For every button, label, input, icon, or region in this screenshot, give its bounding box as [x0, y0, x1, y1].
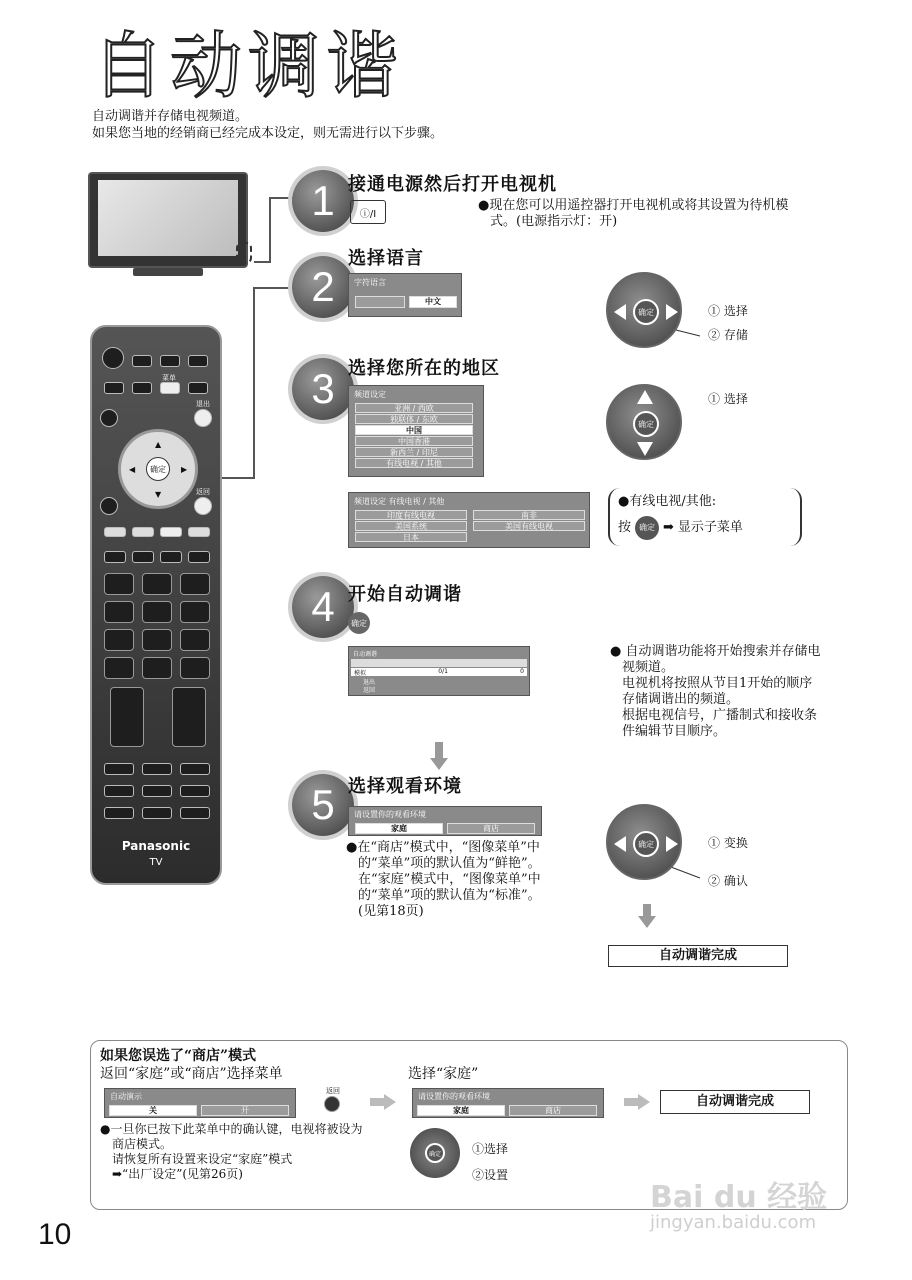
dpad-step-2[interactable]	[606, 272, 682, 348]
watermark: Bai du 经验	[650, 1180, 828, 1215]
shop-mode-note: ●一旦你已按下此菜单中的确认键，电视将被设为 商店模式。 请恢复所有设置来设定“家庭”模式 ➡“出厂设定”(见第26页)	[100, 1122, 363, 1181]
step-3-heading: 选择您所在的地区	[348, 358, 500, 379]
remote-button[interactable]	[132, 382, 152, 394]
step-2-ann-2: ② 存储	[708, 328, 748, 342]
step-4-note: ● 自动调谐功能将开始搜索并存储电 视频道。 电视机将按照从节目1开始的顺序 存储调谐出的频道。 根据电视信号，广播制式和接收条 件编辑节目顺序。	[610, 644, 821, 739]
cable-option[interactable]: 南非	[473, 510, 585, 520]
shop-mode-sub1: 返回“家庭”或“商店”选择菜单	[100, 1066, 283, 1082]
number-button[interactable]	[142, 657, 172, 679]
shop-option[interactable]: 商店	[447, 823, 535, 834]
step-2-ann-1: ① 选择	[708, 304, 748, 318]
left-icon: ◀	[129, 465, 136, 474]
step-4-heading: 开始自动调谐	[348, 584, 462, 605]
watermark-url: jingyan.baidu.com	[650, 1212, 817, 1233]
right-arrow-icon	[624, 1094, 652, 1110]
back-label: 返回	[196, 488, 210, 496]
remote-button[interactable]	[104, 382, 124, 394]
ok-icon: 确定	[348, 612, 370, 634]
remote-button[interactable]	[132, 551, 154, 563]
dpad[interactable]	[118, 429, 198, 509]
demo-off-option[interactable]: 关	[109, 1105, 197, 1116]
model-label: TV	[149, 857, 163, 868]
number-button[interactable]	[180, 657, 210, 679]
channel-rocker[interactable]	[172, 687, 206, 747]
remote-button[interactable]	[160, 355, 180, 367]
back-button[interactable]	[194, 497, 212, 515]
menu-label: 菜单	[162, 374, 176, 382]
menu-button[interactable]	[160, 382, 180, 394]
exit-button[interactable]	[194, 409, 212, 427]
cable-option[interactable]: 日本	[355, 532, 467, 542]
back-label: 返回	[326, 1087, 340, 1095]
number-button[interactable]	[104, 601, 134, 623]
remote-button[interactable]	[132, 355, 152, 367]
back-icon	[324, 1096, 340, 1112]
page-title: 自动调谐	[92, 24, 405, 108]
left-arrow-icon	[614, 304, 626, 320]
number-button[interactable]	[180, 573, 210, 595]
remote-button[interactable]	[100, 497, 118, 515]
number-button[interactable]	[104, 657, 134, 679]
shop-mode-title: 如果您误选了“商店”模式	[100, 1048, 257, 1064]
region-option[interactable]: 中国香港	[355, 436, 473, 446]
ok-button[interactable]: 确定	[633, 831, 659, 857]
remote-button[interactable]	[180, 785, 210, 797]
remote-button[interactable]	[180, 763, 210, 775]
bottom-ann-2: ②设置	[472, 1168, 509, 1182]
down-arrow-icon	[638, 904, 656, 930]
viewing-env-menu: 请设置你的观看环境 家庭 商店	[348, 806, 542, 836]
exit-label: 退出	[196, 400, 210, 408]
region-option-selected[interactable]: 中国	[355, 425, 473, 435]
remote-button[interactable]	[188, 382, 208, 394]
number-button[interactable]	[142, 573, 172, 595]
arrow-right-icon: ➡	[663, 520, 674, 535]
right-arrow-icon	[370, 1094, 398, 1110]
region-menu: 频道设定 亚洲 / 西欧 独联体 / 东欧 中国 中国香港 新西兰 / 印尼 有线电视 / 其他	[348, 385, 484, 477]
remote-button[interactable]	[188, 551, 210, 563]
down-arrow-icon	[637, 442, 653, 456]
step-3-badge: 3	[292, 358, 354, 420]
step-5-note: ●在“商店”模式中，“图像菜单”中 的“菜单”项的默认值为“鲜艳”。 在“家庭”模式中，“图像菜单”中 的“菜单”项的默认值为“标准”。 (见第18页)	[346, 840, 541, 919]
volume-rocker[interactable]	[110, 687, 144, 747]
bottom-ann-1: ①选择	[472, 1142, 509, 1156]
brand-logo: Panasonic	[121, 839, 191, 853]
shop-mode-sub2: 选择“家庭”	[408, 1066, 479, 1082]
home-option[interactable]: 家庭	[355, 823, 443, 834]
power-key: ⓘ/I	[350, 200, 386, 224]
number-button[interactable]	[142, 601, 172, 623]
dpad-step-3[interactable]	[606, 384, 682, 460]
home-option[interactable]: 家庭	[417, 1105, 505, 1116]
region-option[interactable]: 亚洲 / 西欧	[355, 403, 473, 413]
remote-button[interactable]	[104, 763, 134, 775]
remote-button[interactable]	[104, 807, 134, 819]
remote-button[interactable]	[104, 551, 126, 563]
color-button[interactable]	[160, 527, 182, 537]
step-5-ann-1: ① 变换	[708, 836, 748, 850]
step-2-badge: 2	[292, 256, 354, 318]
step-1-badge: 1	[292, 170, 354, 232]
dpad-step-5[interactable]	[606, 804, 682, 880]
ok-icon: 确定	[635, 516, 659, 540]
step-5-heading: 选择观看环境	[348, 776, 462, 797]
up-icon: ▲	[155, 440, 162, 449]
shop-option[interactable]: 商店	[509, 1105, 597, 1116]
remote-button[interactable]	[142, 763, 172, 775]
viewing-env-menu-2: 请设置你的观看环境 家庭 商店	[412, 1088, 604, 1118]
step-3-ann-1: ① 选择	[708, 392, 748, 406]
up-arrow-icon	[637, 390, 653, 404]
remote-button[interactable]	[180, 807, 210, 819]
page-number: 10	[38, 1218, 72, 1251]
remote-button[interactable]	[142, 807, 172, 819]
step-4-badge: 4	[292, 576, 354, 638]
step-1-heading: 接通电源然后打开电视机	[348, 174, 557, 195]
right-icon: ▶	[181, 465, 188, 474]
color-button[interactable]	[104, 527, 126, 537]
ok-button[interactable]: 确定	[633, 299, 659, 325]
ok-button[interactable]: 确定	[633, 411, 659, 437]
ok-button[interactable]: 确定	[425, 1143, 445, 1163]
step-1-note: ●现在您可以用遥控器打开电视机或将其设置为待机模 式。(电源指示灯：开)	[478, 198, 789, 229]
left-arrow-icon	[614, 836, 626, 852]
power-button[interactable]	[102, 347, 124, 369]
auto-tune-screen: 自动调谐 模拟 0/1 0 退出 返回	[348, 646, 530, 696]
step-2-heading: 选择语言	[348, 248, 424, 269]
color-button[interactable]	[132, 527, 154, 537]
right-arrow-icon	[666, 836, 678, 852]
remote-button[interactable]	[142, 785, 172, 797]
number-button[interactable]	[104, 629, 134, 651]
remote-button[interactable]	[104, 785, 134, 797]
language-menu: 字符语言 中文	[348, 273, 462, 317]
region-option[interactable]: 独联体 / 东欧	[355, 414, 473, 424]
remote-button[interactable]	[160, 551, 182, 563]
step-5-badge: 5	[292, 774, 354, 836]
done-box-2: 自动调谐完成	[660, 1090, 810, 1114]
cable-option[interactable]: 印度有线电视	[355, 510, 467, 520]
demo-on-option[interactable]: 开	[201, 1105, 289, 1116]
step-5-ann-2: ② 确认	[708, 874, 748, 888]
number-button[interactable]	[142, 629, 172, 651]
down-arrow-icon	[430, 742, 448, 772]
cable-option[interactable]: 美国系统	[355, 521, 467, 531]
remote-button[interactable]	[188, 355, 208, 367]
ok-button[interactable]: 确定	[146, 457, 170, 481]
cable-option[interactable]: 美国有线电视	[473, 521, 585, 531]
region-option[interactable]: 新西兰 / 印尼	[355, 447, 473, 457]
right-arrow-icon	[666, 304, 678, 320]
auto-demo-menu: 自动演示 关 开	[104, 1088, 296, 1118]
remote-control	[90, 325, 222, 885]
remote-button[interactable]	[100, 409, 118, 427]
color-button[interactable]	[188, 527, 210, 537]
cable-submenu: 频道设定 有线电视 / 其他 印度有线电视 美国系统 日本 南非 美国有线电视	[348, 492, 590, 548]
number-button[interactable]	[180, 629, 210, 651]
dpad-bottom[interactable]	[410, 1128, 460, 1178]
submenu-note: ●有线电视/其他: 按 确定 ➡ 显示子菜单	[618, 494, 798, 540]
intro-text: 自动调谐并存储电视频道。 如果您当地的经销商已经完成本设定，则无需进行以下步骤。	[92, 109, 444, 141]
language-option-chinese[interactable]: 中文	[409, 296, 457, 308]
number-button[interactable]	[180, 601, 210, 623]
number-button[interactable]	[104, 573, 134, 595]
region-option[interactable]: 有线电视 / 其他	[355, 458, 473, 468]
done-box: 自动调谐完成	[608, 945, 788, 967]
down-icon: ▼	[155, 490, 162, 499]
